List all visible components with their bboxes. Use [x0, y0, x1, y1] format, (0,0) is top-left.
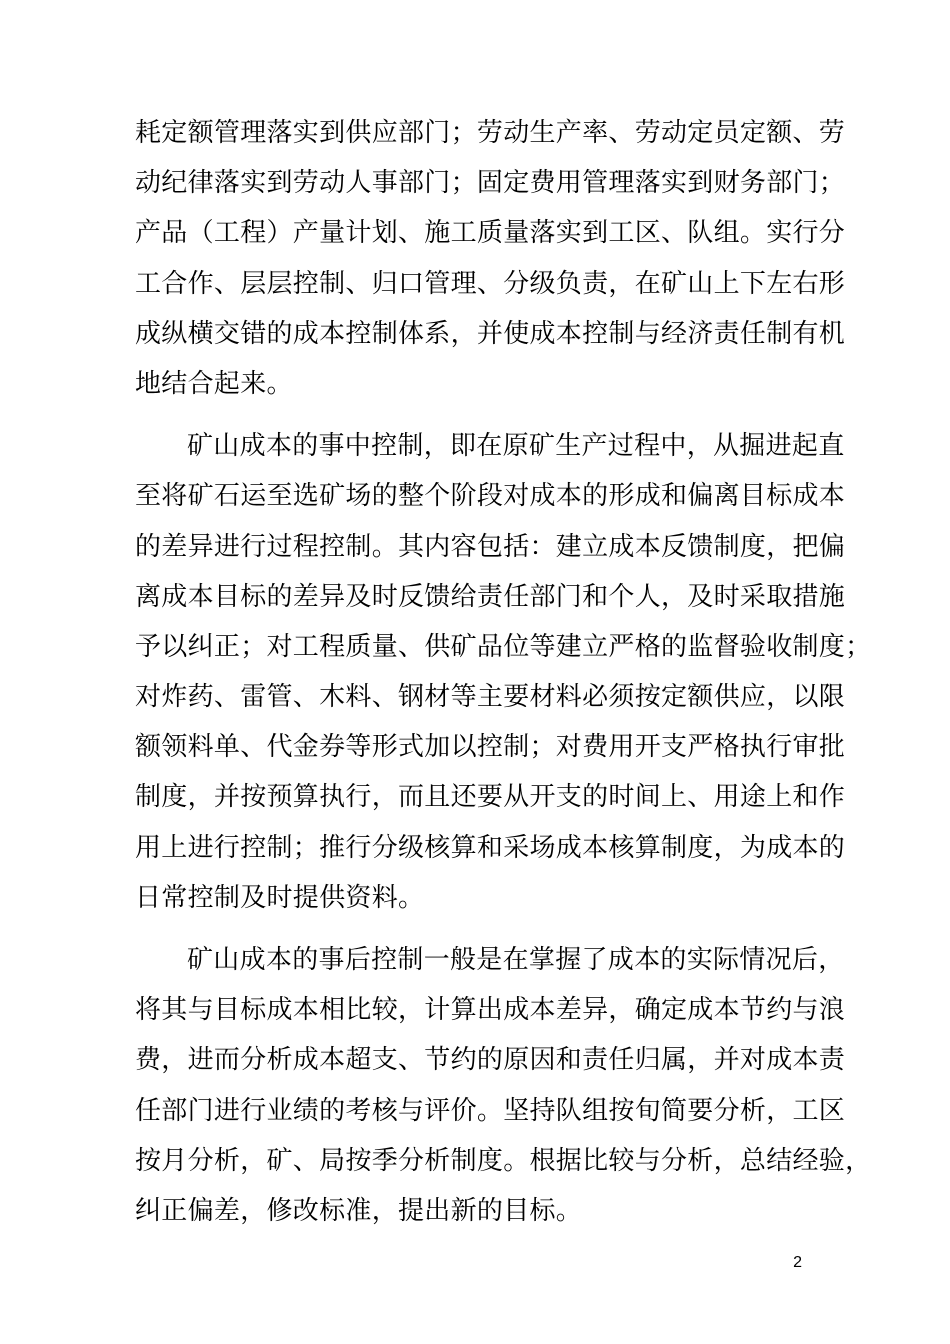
paragraph-gap [135, 923, 835, 935]
body-text [135, 108, 872, 1236]
text-line: 将其与目标成本相比较，计算出成本差异，确定成本节约与浪 [135, 995, 846, 1026]
text-line: 工合作、层层控制、归口管理、分级负责，在矿山上下左右形 [135, 268, 846, 299]
paragraph [135, 935, 872, 1236]
paragraph-gap [135, 409, 835, 421]
text-line: 费，进而分析成本超支、节约的原因和责任归属，并对成本责 [135, 1045, 846, 1076]
text-line: 任部门进行业绩的考核与评价。坚持队组按旬简要分析，工区 [135, 1095, 846, 1126]
paragraph [135, 421, 872, 923]
paragraph [135, 108, 846, 409]
text-line: 按月分析，矿、局按季分析制度。根据比较与分析，总结经验， [135, 1145, 872, 1176]
text-line: 耗定额管理落实到供应部门；劳动生产率、劳动定员定额、劳 [135, 118, 846, 148]
text-line: 成纵横交错的成本控制体系，并使成本控制与经济责任制有机 [135, 318, 846, 349]
page-number: 2 [793, 1254, 802, 1271]
text-line: 予以纠正；对工程质量、供矿品位等建立严格的监督验收制度； [135, 631, 872, 662]
text-line: 离成本目标的差异及时反馈给责任部门和个人，及时采取措施 [135, 581, 846, 612]
text-line: 额领料单、代金券等形式加以控制；对费用开支严格执行审批 [135, 732, 846, 763]
text-line: 对炸药、雷管、木料、钢材等主要材料必须按定额供应，以限 [135, 682, 846, 713]
text-line: 矿山成本的事后控制一般是在掌握了成本的实际情况后， [187, 945, 845, 975]
text-line: 制度，并按预算执行，而且还要从开支的时间上、用途上和作 [135, 782, 846, 813]
text-line: 纠正偏差，修改标准，提出新的目标。 [135, 1195, 583, 1226]
text-line: 地结合起来。 [135, 368, 293, 399]
text-line: 产品（工程）产量计划、施工质量落实到工区、队组。实行分 [135, 218, 846, 249]
text-line: 的差异进行过程控制。其内容包括：建立成本反馈制度，把偏 [135, 531, 846, 562]
text-line: 日常控制及时提供资料。 [135, 882, 425, 913]
text-line: 矿山成本的事中控制，即在原矿生产过程中，从掘进起直 [187, 431, 845, 462]
text-line: 用上进行控制；推行分级核算和采场成本核算制度，为成本的 [135, 832, 846, 863]
text-line: 至将矿石运至选矿场的整个阶段对成本的形成和偏离目标成本 [135, 481, 846, 512]
text-line: 动纪律落实到劳动人事部门；固定费用管理落实到财务部门； [135, 168, 846, 199]
